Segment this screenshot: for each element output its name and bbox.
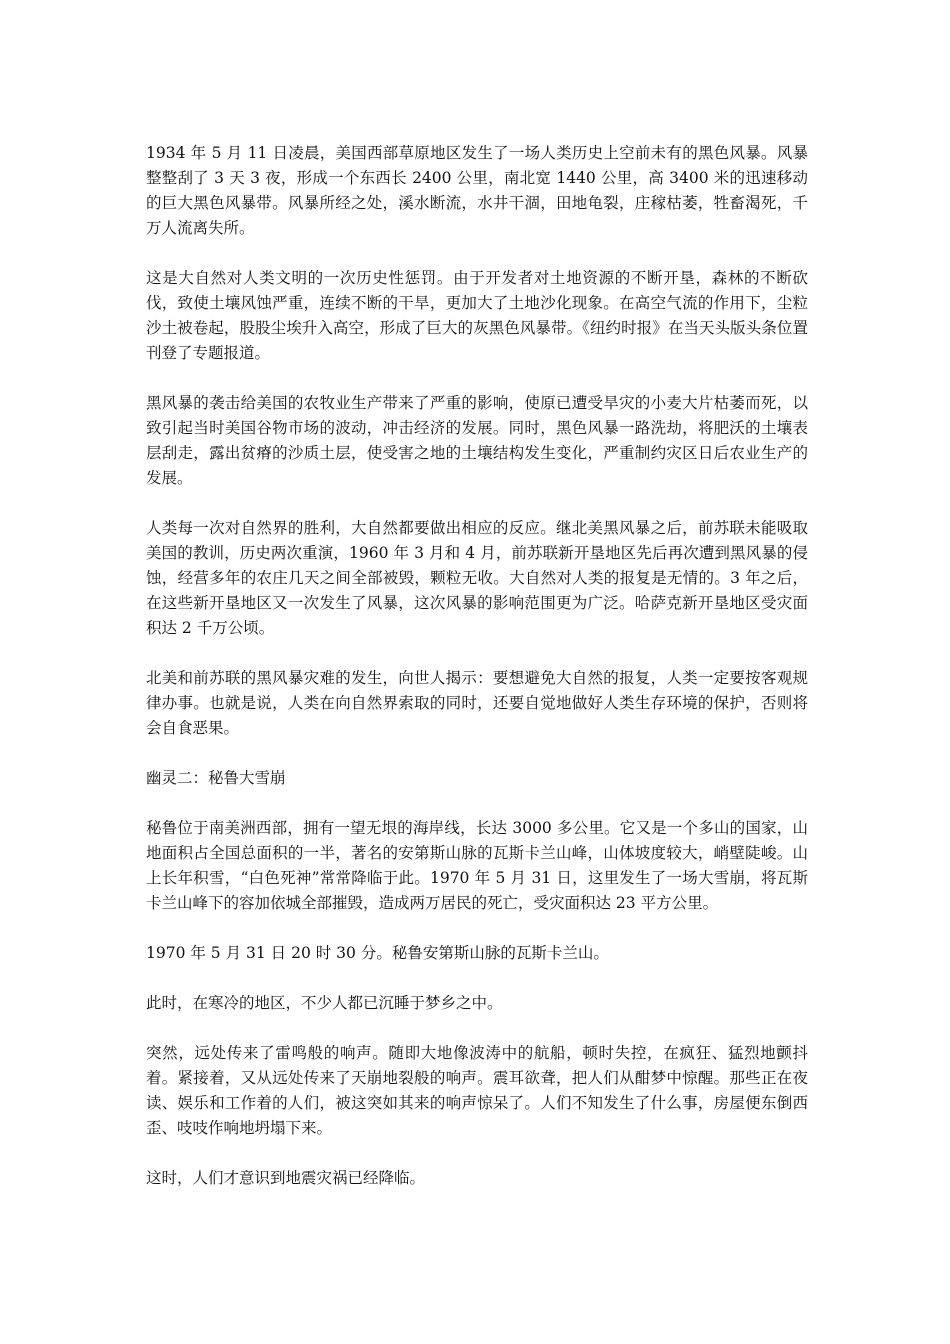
document-page: [146, 141, 808, 1216]
paragraph-night-sleep: 此时，在寒冷的地区，不少人都已沉睡于梦乡之中。: [146, 994, 503, 1012]
paragraph-soviet-storm: 人类每一次对自然界的胜利，大自然都要做出相应的反应。继北美黑风暴之后，前苏联未能吸取美国的教训，历史两次重演，1960 年 3 月和 4 月，前苏联新开垦地区先后再次遭到黑风暴的侵蚀，经营多年的农庄几天之间全部被毁，颗粒无收。大自然对人类的报复是无情的。3 年之后，在这些新开垦地区又一次发生了风暴，这次风暴的影响范围更为广泛。哈萨克新开垦地区受灾面积达 2 千万公顷。: [146, 519, 808, 637]
paragraph-nature-punishment: 这是大自然对人类文明的一次历史性惩罚。由于开发者对土地资源的不断开垦，森林的不断砍伐，致使土壤风蚀严重，连续不断的干旱，更加大了土地沙化现象。在高空气流的作用下，尘粒沙土被卷起，股股尘埃升入高空，形成了巨大的灰黑色风暴带。《纽约时报》在当天头版头条位置刊登了专题报道。: [146, 269, 808, 362]
paragraph-black-storm-1934: 1934 年 5 月 11 日凌晨，美国西部草原地区发生了一场人类历史上空前未有的黑色风暴。风暴整整刮了 3 天 3 夜，形成一个东西长 2400 公里，南北宽 1440 公里，高 3400 米的迅速移动的巨大黑色风暴带。风暴所经之处，溪水断流，水井干涸，田地龟裂，庄稼枯萎，牲畜渴死，千万人流离失所。: [146, 144, 808, 237]
paragraph-date-time: 1970 年 5 月 31 日 20 时 30 分。秘鲁安第斯山脉的瓦斯卡兰山。: [146, 944, 609, 962]
paragraph-agriculture-impact: 黑风暴的袭击给美国的农牧业生产带来了严重的影响，使原已遭受旱灾的小麦大片枯萎而死，以致引起当时美国谷物市场的波动，冲击经济的发展。同时，黑色风暴一路洗劫，将肥沃的土壤表层刮走，露出贫瘠的沙质土层，使受害之地的土壤结构发生变化，严重制约灾区日后农业生产的发展。: [146, 394, 808, 487]
paragraph-earthquake-sound: 突然，远处传来了雷鸣般的响声。随即大地像波涛中的航船，顿时失控，在疯狂、猛烈地颤抖着。紧接着，又从远处传来了天崩地裂般的响声。震耳欲聋，把人们从酣梦中惊醒。那些正在夜读、娱乐和工作着的人们，被这突如其来的响声惊呆了。人们不知发生了什么事，房屋便东倒西歪、吱吱作响地坍塌下来。: [146, 1044, 808, 1137]
paragraph-peru-intro: 秘鲁位于南美洲西部，拥有一望无垠的海岸线，长达 3000 多公里。它又是一个多山的国家，山地面积占全国总面积的一半，著名的安第斯山脉的瓦斯卡兰山峰，山体坡度较大，峭壁陡峻。山上长年积雪，“白色死神”常常降临于此。1970 年 5 月 31 日，这里发生了一场大雪崩，将瓦斯卡兰山峰下的容加依城全部摧毁，造成两万居民的死亡，受灾面积达 23 平方公里。: [146, 819, 808, 912]
paragraph-disaster-realized: 这时，人们才意识到地震灾祸已经降临。: [146, 1169, 426, 1187]
section-heading-peru-avalanche: 幽灵二：秘鲁大雪崩: [146, 769, 286, 787]
paragraph-lesson: 北美和前苏联的黑风暴灾难的发生，向世人揭示：要想避免大自然的报复，人类一定要按客观规律办事。也就是说，人类在向自然界索取的同时，还要自觉地做好人类生存环境的保护，否则将会自食恶果。: [146, 669, 808, 737]
